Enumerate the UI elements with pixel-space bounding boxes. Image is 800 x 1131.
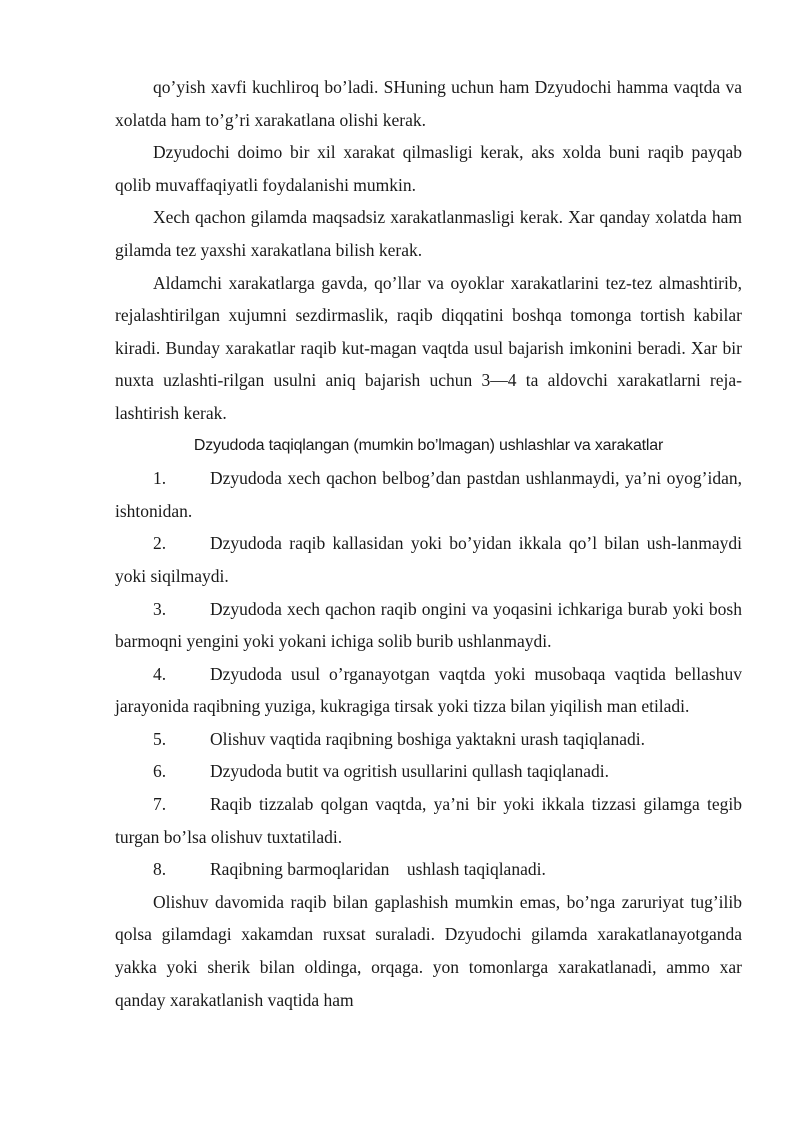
- paragraph: Aldamchi xarakatlarga gavda, qo’llar va oyoklar xarakatlarini tez-tez almashtirib, rejalashtirilgan xujumni sezdirmaslik, raqib diqqatini boshqa tomonga tortish kabilar kiradi. Bunday xarakatlar raqib kut-magan vaqtda usul bajarish imkonini beradi. Xar bir nuxta uzlashti-rilgan usulni aniq bajarish uchun 3—4 ta aldovchi xarakatlarni reja-lashtirish kerak.: [115, 272, 742, 423]
- list-item: [115, 723, 742, 756]
- list-item: [115, 853, 742, 886]
- paragraph: Xech qachon gilamda maqsadsiz xarakatlanmasligi kerak. Xar qanday xolatda ham gilamda tez yaxshi xarakatlana bilish kerak.: [115, 207, 742, 260]
- list-number: 5.: [153, 728, 167, 749]
- list-item: [115, 527, 742, 592]
- list-text: Dzyudoda raqib kallasidan yoki bo’yidan ikkala qo’l bilan ush-lanmaydi yoki siqilmaydi.: [115, 533, 742, 586]
- list-number: 1.: [153, 468, 167, 489]
- paragraph: Dzyudochi doimo bir xil xarakat qilmasligi kerak, aks xolda buni raqib payqab qolib muvaffaqiyatli foydalanishi mumkin.: [115, 142, 742, 195]
- list-text: Dzyudoda usul o’rganayotgan vaqtda yoki musobaqa vaqtida bellashuv jarayonida raqibning yuziga, kukragiga tirsak yoki tizza bilan yiqilish man etiladi.: [115, 663, 742, 717]
- list-text: Dzyudoda xech qachon belbog’dan pastdan ushlanmaydi, ya’ni oyog’idan, ishtonidan.: [115, 468, 742, 521]
- paragraph: qo’yish xavfi kuchliroq bo’ladi. SHuning uchun ham Dzyudochi hamma vaqtda va xolatda ham to’g’ri xarakatlana olishi kerak.: [115, 77, 742, 130]
- list-number: 3.: [153, 598, 167, 619]
- list-text: Raqibning barmoqlaridan ushlash taqiqlanadi.: [210, 859, 546, 880]
- document-page: [115, 71, 742, 1016]
- list-item: [115, 462, 742, 527]
- list-text: Dzyudoda butit va ogritish usullarini qullash taqiqlanadi.: [210, 761, 610, 782]
- list-text: Raqib tizzalab qolgan vaqtda, ya’ni bir yoki ikkala tizzasi gilamga tegib turgan bo’lsa olishuv tuxtatiladi.: [115, 794, 742, 847]
- list-item: [115, 593, 742, 658]
- list-number: 6.: [153, 761, 167, 782]
- list-text: Olishuv vaqtida raqibning boshiga yaktakni urash taqiqlanadi.: [210, 728, 645, 749]
- list-item: [115, 755, 742, 788]
- list-item: [115, 658, 742, 723]
- list-number: 2.: [153, 533, 167, 554]
- list-item: [115, 788, 742, 853]
- list-text: Dzyudoda xech qachon raqib ongini va yoqasini ichkariga burab yoki bosh barmoqni yengini yoki yokani ichiga solib burib ushlanmaydi.: [115, 598, 742, 652]
- list-number: 4.: [153, 663, 167, 684]
- list-number: 7.: [153, 794, 167, 815]
- list-number: 8.: [153, 859, 167, 880]
- paragraph: Olishuv davomida raqib bilan gaplashish mumkin emas, bo’nga zaruriyat tug’ilib qolsa gilamdagi xakamdan ruxsat suraladi. Dzyudochi gilamda xarakatlanayotganda yakka yoki sherik bilan oldinga, orqaga. yon tomonlarga xarakatlanadi, ammo xar qanday xarakatlanish vaqtida ham: [115, 891, 742, 1010]
- section-heading: Dzyudoda taqiqlangan (mumkin bo’lmagan) ushlashlar va xarakatlar: [193, 436, 664, 454]
